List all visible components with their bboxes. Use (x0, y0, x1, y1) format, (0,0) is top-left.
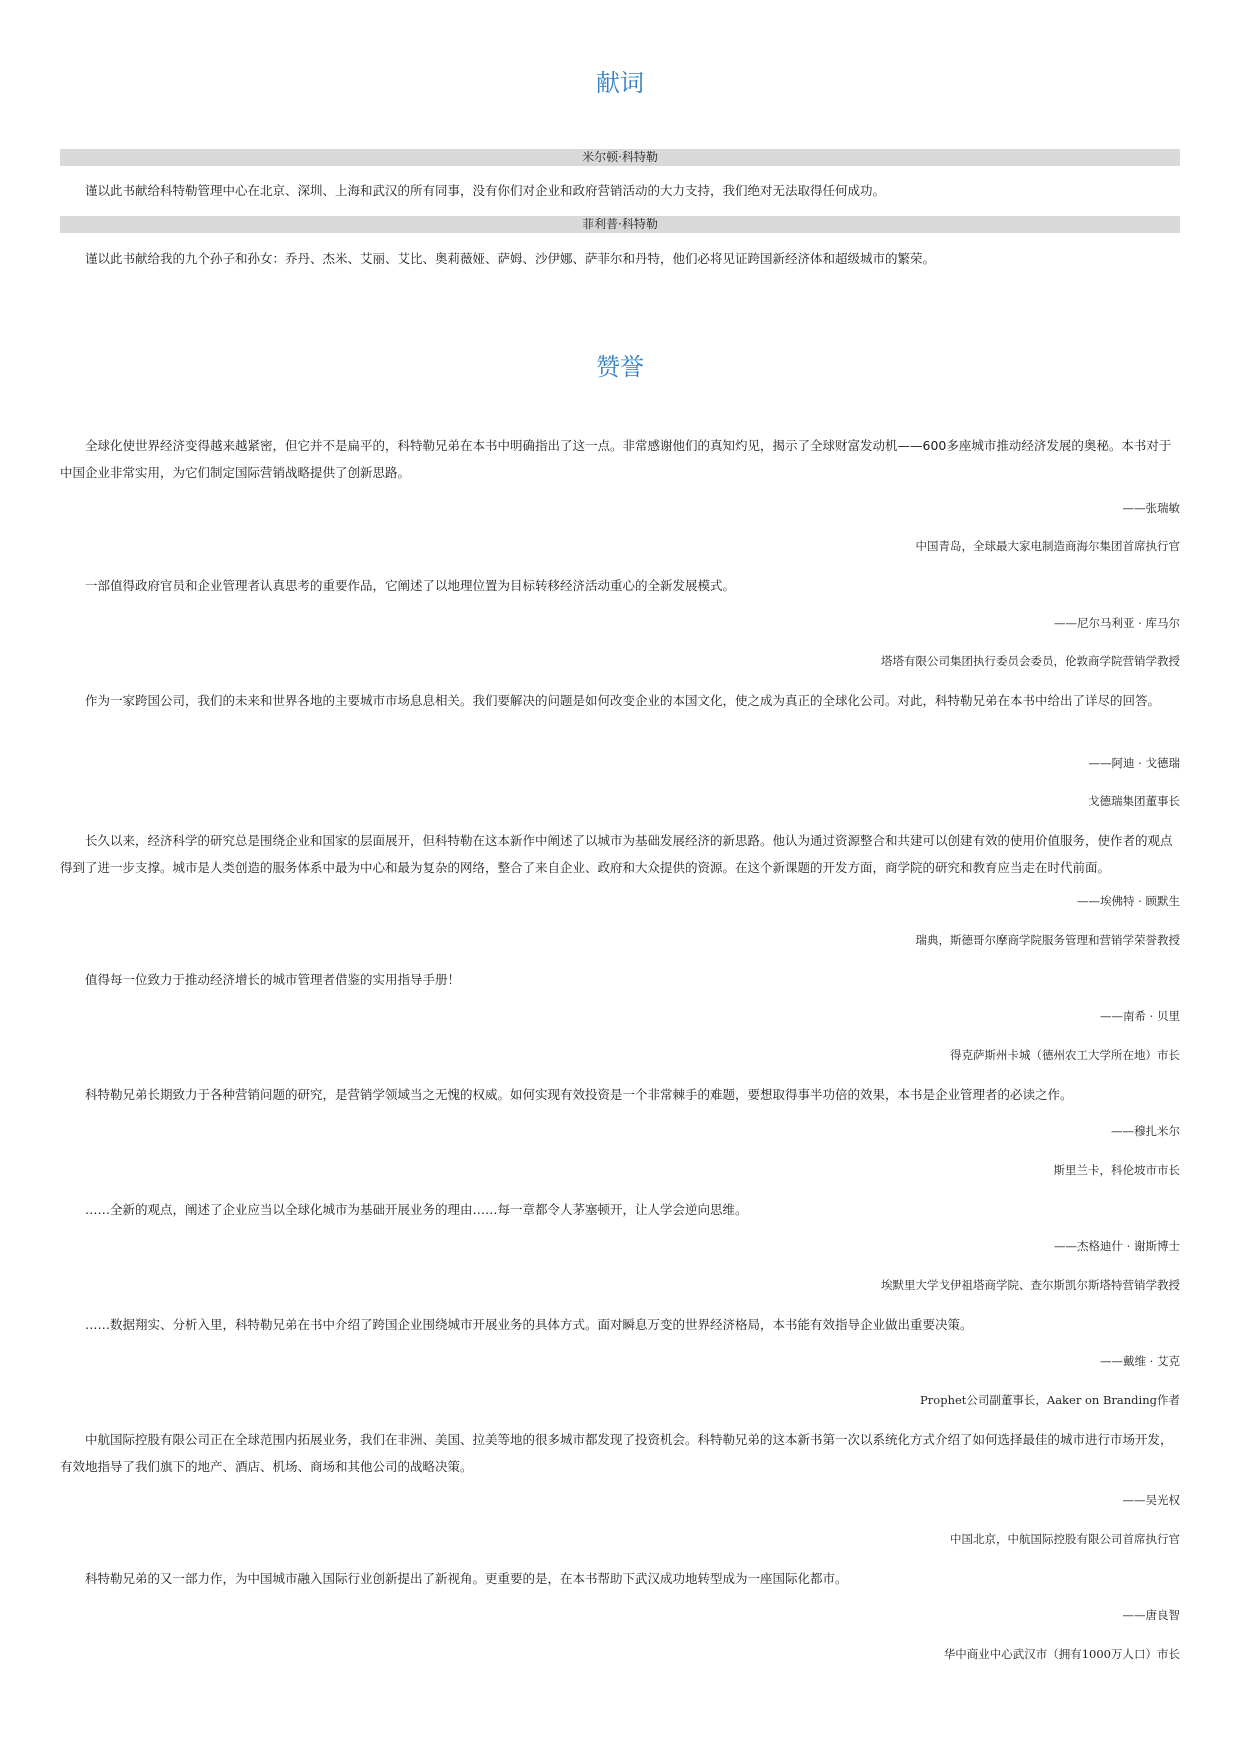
praise-author: ——唐良智 (1122, 1608, 1180, 1622)
praise-quote: 全球化使世界经济变得越来越紧密，但它并不是扁平的，科特勒兄弟在本书中明确指出了这一点。非常感谢他们的真知灼见，揭示了全球财富发动机——600多座城市推动经济发展的奥秘。本书对于中国企业非常实用，为它们制定国际营销战略提供了创新思路。 (60, 438, 1172, 480)
dedication-text: 谨以此书献给科特勒管理中心在北京、深圳、上海和武汉的所有同事，没有你们对企业和政府营销活动的大力支持，我们绝对无法取得任何成功。 (85, 183, 886, 198)
praise-quote: 中航国际控股有限公司正在全球范围内拓展业务，我们在非洲、美国、拉美等地的很多城市都发现了投资机会。科特勒兄弟的这本新书第一次以系统化方式介绍了如何选择最佳的城市进行市场开发，有效地指导了我们旗下的地产、酒店、机场、商场和其他公司的战略决策。 (60, 1432, 1173, 1474)
praise-author: ——张瑞敏 (1122, 501, 1180, 515)
praise-author: ——尼尔马利亚 · 库马尔 (1054, 616, 1180, 630)
praise-author: ——戴维 · 艾克 (1100, 1354, 1180, 1368)
praise-quote: ……全新的观点，阐述了企业应当以全球化城市为基础开展业务的理由……每一章都令人茅塞顿开，让人学会逆向思维。 (85, 1202, 748, 1217)
praise-quote: 一部值得政府官员和企业管理者认真思考的重要作品，它阐述了以地理位置为目标转移经济活动重心的全新发展模式。 (85, 578, 736, 593)
praise-author-title: Prophet公司副董事长，Aaker on Branding作者 (920, 1393, 1180, 1407)
praise-title: 赞誉 (596, 353, 644, 381)
praise-author-title: 塔塔有限公司集团执行委员会委员，伦敦商学院营销学教授 (881, 654, 1180, 668)
praise-quote: 长久以来，经济科学的研究总是围绕企业和国家的层面展开，但科特勒在这本新作中阐述了以城市为基础发展经济的新思路。他认为通过资源整合和共建可以创建有效的使用价值服务，使作者的观点得到了进一步支撑。城市是人类创造的服务体系中最为中心和最为复杂的网络，整合了来自企业、政府和大众提供的资源。在这个新课题的开发方面，商学院的研究和教育应当走在时代前面。 (60, 833, 1173, 875)
praise-quote: 作为一家跨国公司，我们的未来和世界各地的主要城市市场息息相关。我们要解决的问题是如何改变企业的本国文化，使之成为真正的全球化公司。对此，科特勒兄弟在本书中给出了详尽的回答。 (85, 693, 1161, 708)
praise-quote: ……数据翔实、分析入里，科特勒兄弟在书中介绍了跨国企业围绕城市开展业务的具体方式。面对瞬息万变的世界经济格局，本书能有效指导企业做出重要决策。 (85, 1317, 973, 1332)
praise-author: ——穆扎米尔 (1111, 1124, 1180, 1138)
praise-quote: 科特勒兄弟长期致力于各种营销问题的研究，是营销学领域当之无愧的权威。如何实现有效投资是一个非常棘手的难题，要想取得事半功倍的效果，本书是企业管理者的必读之作。 (85, 1087, 1073, 1102)
praise-author-title: 华中商业中心武汉市（拥有1000万人口）市长 (943, 1647, 1180, 1661)
praise-author: ——杰格迪什 · 谢斯博士 (1054, 1239, 1180, 1253)
praise-author-title: 瑞典，斯德哥尔摩商学院服务管理和营销学荣誉教授 (915, 933, 1180, 947)
dedication-title: 献词 (596, 69, 644, 97)
dedication-name-bar: 菲利普·科特勒 (60, 216, 1180, 233)
praise-author-title: 中国青岛，全球最大家电制造商海尔集团首席执行官 (915, 539, 1180, 553)
praise-author: ——埃佛特 · 顾默生 (1077, 894, 1180, 908)
praise-author: ——吴光权 (1122, 1493, 1180, 1507)
praise-author-title: 得克萨斯州卡城（德州农工大学所在地）市长 (950, 1048, 1180, 1062)
praise-author-title: 中国北京，中航国际控股有限公司首席执行官 (950, 1532, 1180, 1546)
praise-quote: 科特勒兄弟的又一部力作，为中国城市融入国际行业创新提出了新视角。更重要的是，在本书帮助下武汉成功地转型成为一座国际化都市。 (85, 1571, 848, 1586)
dedication-name-bar: 米尔顿·科特勒 (60, 149, 1180, 166)
praise-author-title: 斯里兰卡，科伦坡市市长 (1053, 1163, 1180, 1177)
dedication-text: 谨以此书献给我的九个孙子和孙女：乔丹、杰米、艾丽、艾比、奥莉薇娅、萨姆、沙伊娜、萨菲尔和丹特，他们必将见证跨国新经济体和超级城市的繁荣。 (85, 251, 936, 266)
praise-author: ——阿迪 · 戈德瑞 (1088, 756, 1180, 770)
praise-author: ——南希 · 贝里 (1100, 1009, 1180, 1023)
praise-quote: 值得每一位致力于推动经济增长的城市管理者借鉴的实用指导手册！ (85, 972, 461, 987)
praise-author-title: 戈德瑞集团董事长 (1088, 794, 1180, 808)
praise-author-title: 埃默里大学戈伊祖塔商学院、查尔斯凯尔斯塔特营销学教授 (881, 1278, 1180, 1292)
